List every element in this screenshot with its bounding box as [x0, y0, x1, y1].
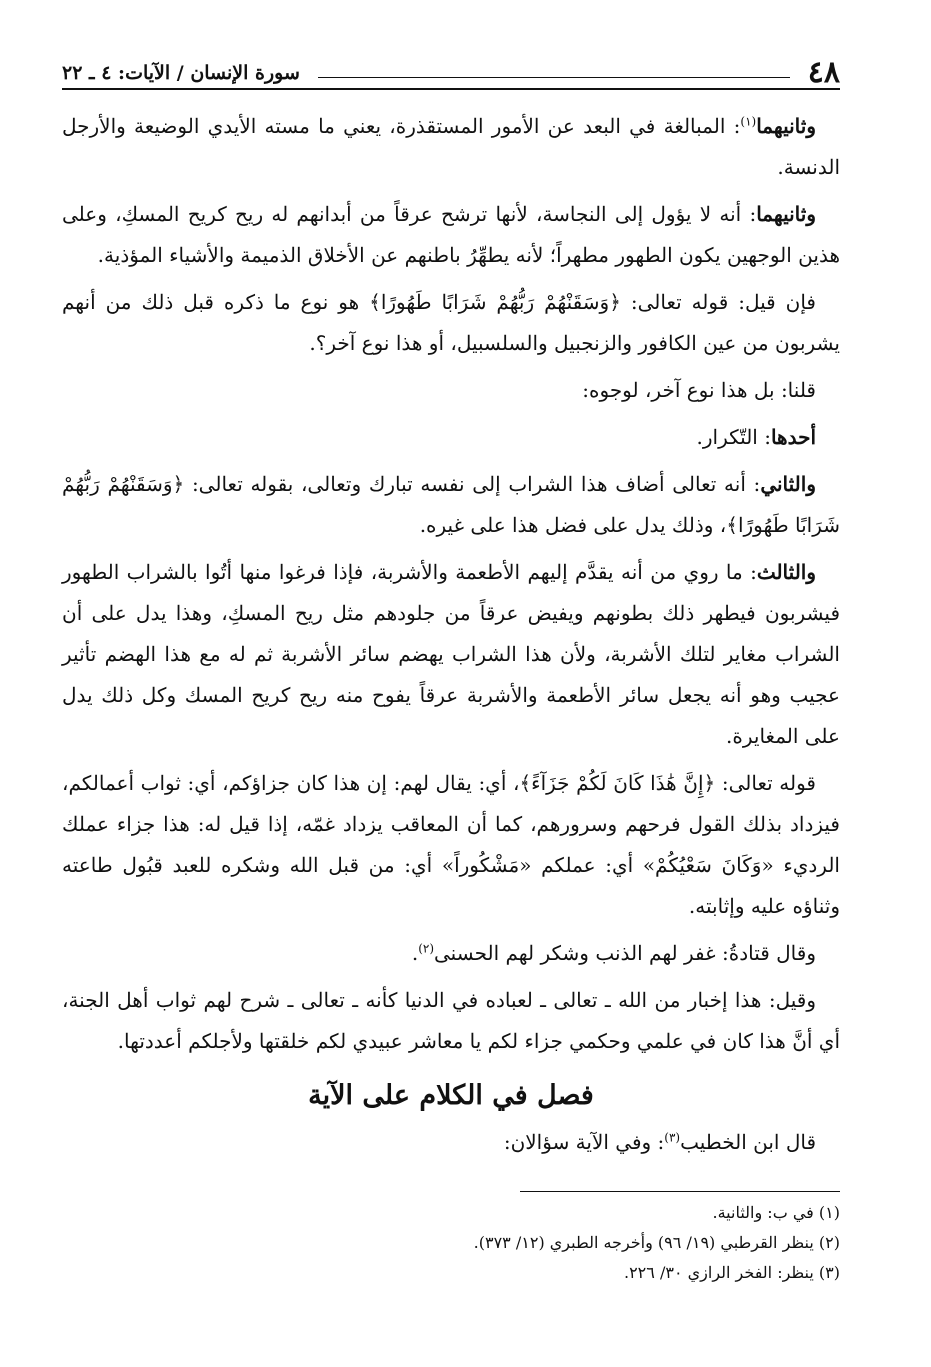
- paragraph-lead: والثاني: [760, 472, 816, 496]
- footnotes: [62, 1198, 840, 1288]
- paragraph-text: قلنا: بل هذا نوع آخر، لوجوه:: [582, 378, 816, 402]
- section-intro-a: قال ابن الخطيب: [680, 1130, 816, 1154]
- paragraph-9: وقال قتادةُ: غفر لهم الذنب وشكر لهم الحسنى$^{(٢)}$.: [411, 941, 816, 965]
- page-header: [62, 40, 840, 90]
- footnote-ref[interactable]: (٣): [664, 1130, 681, 1145]
- page-number: ٤٨: [807, 55, 840, 90]
- paragraph-text: : المبالغة في البعد عن الأمور المستقذرة، يعني ما مسته الأيدي الوضيعة والأرجل الدنسة.: [62, 114, 840, 179]
- paragraph-6: [62, 464, 840, 546]
- paragraph-text: : التّكرار.: [696, 425, 771, 449]
- paragraph-4: [62, 370, 840, 411]
- paragraph-text: : أنه لا يؤول إلى النجاسة، لأنها ترشح عرقاً من أبدانهم له ريح كريح المسكِ، وعلى هذين الوجهين يكون الطهور مطهراً؛ لأنه يطهِّرُ باطنهم عن الأخلاق الذميمة والأشياء المؤذية.: [62, 202, 840, 267]
- paragraph-text: فإن قيل: قوله تعالى: ﴿وَسَقَنْهُمْ رَبُّهُمْ شَرَابًا طَهُورًا﴾ هو نوع ما ذكره قبل ذلك من أنهم يشربون من عين الكافور والزنجبيل والسلسبيل، أو هذا نوع آخر؟.: [62, 290, 840, 355]
- paragraph-2: [62, 194, 840, 276]
- section-intro: [62, 1122, 840, 1163]
- footnote-ref[interactable]: (١): [740, 114, 757, 129]
- section-intro-b: : وفي الآية سؤالان:: [503, 1130, 665, 1154]
- paragraph-text: : أنه تعالى أضاف هذا الشراب إلى نفسه تبارك وتعالى، بقوله تعالى: ﴿وَسَقَنْهُمْ رَبُّهُمْ شَرَابًا طَهُورًا﴾، وذلك يدل على فضل هذا على غيره.: [62, 472, 840, 537]
- footnote-3: (٣) ينظر: الفخر الرازي ٣٠/ ٢٢٦.: [623, 1263, 840, 1282]
- header-rule: [318, 77, 790, 78]
- paragraph-text: وقال قتادةُ: غفر لهم الذنب وشكر لهم الحسنى: [434, 941, 816, 965]
- paragraph-text: قوله تعالى: ﴿إِنَّ هَٰذَا كَانَ لَكُمْ جَزَآءً﴾، أي: يقال لهم: إن هذا كان جزاؤكم، أي: ثواب أعمالكم، فيزداد بذلك القول فرحهم وسرورهم، كما أن المعاقب يزداد غمّه، إذا قيل له: هذا جزاء عملك الرديء «وَكَانَ سَعْيُكُمْ» أي: عملكم «مَشْكُوراً» أي: من قبل الله وشكره للعبد قبُول طاعته وثناؤه عليه وإثابته.: [62, 771, 840, 918]
- book-page: [62, 40, 840, 1288]
- paragraph-5: [62, 417, 840, 458]
- paragraph-lead: والثالث: [756, 560, 816, 584]
- running-title: سورة الإنسان / الآيات: ٤ ـ ٢٢: [62, 62, 300, 84]
- footnote-1: (١) في ب: والثانية.: [712, 1203, 840, 1222]
- paragraph-lead: وثانيهما: [756, 202, 816, 226]
- footnote-2: (٢) ينظر القرطبي (١٩/ ٩٦) وأخرجه الطبري (١٢/ ٣٧٣).: [473, 1233, 840, 1252]
- paragraph-10: [62, 980, 840, 1062]
- paragraph-text: وقيل: هذا إخبار من الله ـ تعالى ـ لعباده في الدنيا كأنه ـ تعالى ـ شرح لهم ثواب أهل الجنة، أي أنَّ هذا كان في علمي وحكمي جزاء لكم يا معاشر عبيدي لكم خلقتها ولأجلكم أعددتها.: [62, 988, 840, 1053]
- paragraph-text: : ما روي من أنه يقدَّم إليهم الأطعمة والأشربة، فإذا فرغوا منها أتُوا بالشراب الطهور فيشربون فيطهر ذلك بطونهم ويفيض عرقاً من جلودهم مثل ريح المسكِ، وهذا يدل على أن الشراب مغاير لتلك الأشربة، ولأن هذا الشراب يهضم سائر الأشربة ثم له مع هذا الهضم تأثير عجيب وهو أنه يجعل سائر الأطعمة والأشربة عرقاً يفوح منه ريح كريح المسك وكل ذلك يدل على المغايرة.: [62, 560, 841, 748]
- paragraph-3: [62, 282, 840, 364]
- page-body: [62, 106, 840, 1163]
- footnote-rule: [520, 1191, 840, 1192]
- paragraph-lead: وثانيهما: [756, 114, 816, 138]
- paragraph-7: [62, 552, 840, 757]
- footnote-ref[interactable]: (٢): [418, 941, 435, 956]
- paragraph-lead: أحدها: [770, 425, 816, 449]
- section-title: فصل في الكلام على الآية: [308, 1080, 594, 1111]
- paragraph-8: [62, 763, 840, 927]
- paragraph-1: [62, 106, 840, 188]
